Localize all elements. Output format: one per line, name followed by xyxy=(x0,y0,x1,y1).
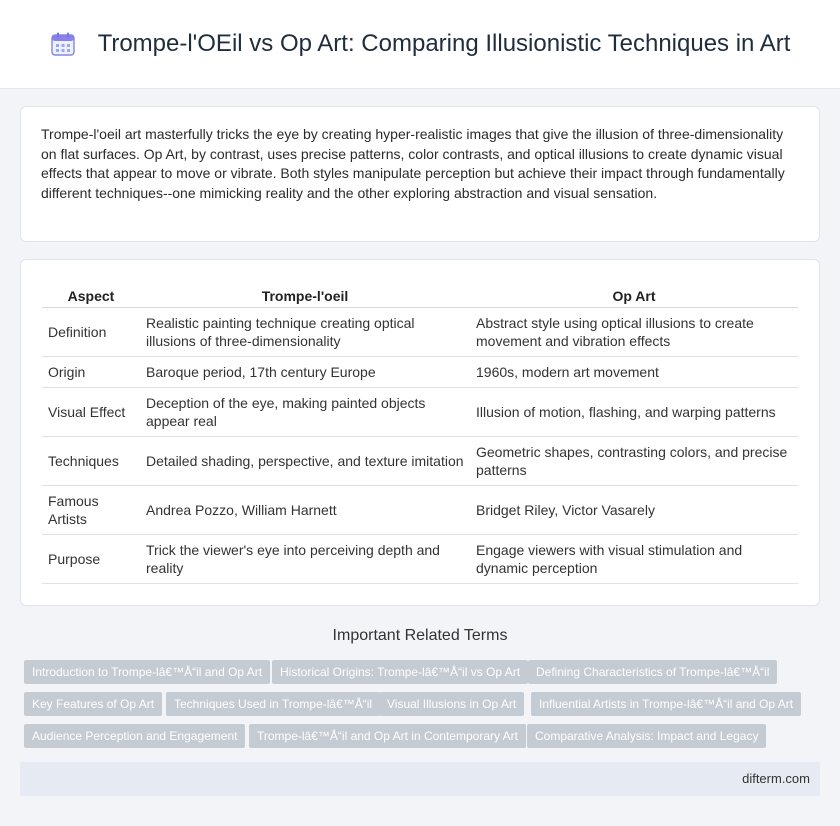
related-terms-title: Important Related Terms xyxy=(332,627,508,644)
cell-trompe-loeil: Trick the viewer's eye into perceiving depth and reality xyxy=(140,535,470,584)
header-aspect: Aspect xyxy=(42,285,140,308)
related-term-tag[interactable]: Audience Perception and Engagement xyxy=(24,724,245,748)
table-row xyxy=(42,535,798,584)
related-term-tag[interactable]: Influential Artists in Trompe-lâ€™Å“il and Op Art xyxy=(531,692,801,716)
related-term-tag[interactable]: Techniques Used in Trompe-lâ€™Å“il xyxy=(166,692,380,716)
page-header xyxy=(0,0,840,89)
table-row xyxy=(42,437,798,486)
related-term-tag[interactable]: Introduction to Trompe-lâ€™Å“il and Op Art xyxy=(24,660,270,684)
cell-aspect: Techniques xyxy=(42,437,140,486)
cell-op-art: Bridget Riley, Victor Vasarely xyxy=(470,486,798,535)
cell-aspect: Definition xyxy=(42,308,140,357)
comparison-table xyxy=(42,285,798,584)
page-footer xyxy=(20,762,820,796)
footer-site-link[interactable]: difterm.com xyxy=(742,771,810,786)
cell-trompe-loeil: Detailed shading, perspective, and texture imitation xyxy=(140,437,470,486)
cell-aspect: Origin xyxy=(42,357,140,388)
cell-trompe-loeil: Realistic painting technique creating optical illusions of three-dimensionality xyxy=(140,308,470,357)
cell-op-art: 1960s, modern art movement xyxy=(470,357,798,388)
table-row xyxy=(42,308,798,357)
cell-aspect: Purpose xyxy=(42,535,140,584)
cell-trompe-loeil: Deception of the eye, making painted objects appear real xyxy=(140,388,470,437)
intro-card xyxy=(20,106,820,242)
related-term-tag[interactable]: Comparative Analysis: Impact and Legacy xyxy=(527,724,766,748)
header-op-art: Op Art xyxy=(470,285,798,308)
cell-op-art: Illusion of motion, flashing, and warping patterns xyxy=(470,388,798,437)
related-term-tag[interactable]: Key Features of Op Art xyxy=(24,692,162,716)
header-trompe-loeil: Trompe-l'oeil xyxy=(140,285,470,308)
related-term-tag[interactable]: Trompe-lâ€™Å“il and Op Art in Contemporary Art xyxy=(249,724,526,748)
table-row xyxy=(42,357,798,388)
intro-paragraph: Trompe-l'oeil art masterfully tricks the eye by creating hyper-realistic images that give the illusion of three-dimensionality on flat surfaces. Op Art, by contrast, uses precise patterns, color contrasts, and optical illusions to create dynamic visual effects that appear to move or vibrate. Both styles manipulate perception but achieve their impact through fundamentally different techniques--one mimicking reality and the other exploring abstraction and visual sensation. xyxy=(41,126,785,201)
cell-op-art: Abstract style using optical illusions to create movement and vibration effects xyxy=(470,308,798,357)
table-row xyxy=(42,486,798,535)
related-term-tag[interactable]: Visual Illusions in Op Art xyxy=(379,692,524,716)
cell-aspect: Visual Effect xyxy=(42,388,140,437)
cell-trompe-loeil: Baroque period, 17th century Europe xyxy=(140,357,470,388)
table-row xyxy=(42,388,798,437)
comparison-card xyxy=(20,259,820,606)
cell-op-art: Engage viewers with visual stimulation and dynamic perception xyxy=(470,535,798,584)
page-title: Trompe-l'OEil vs Op Art: Comparing Illusionistic Techniques in Art xyxy=(97,30,791,57)
cell-op-art: Geometric shapes, contrasting colors, and precise patterns xyxy=(470,437,798,486)
table-header-row xyxy=(42,285,798,308)
cell-trompe-loeil: Andrea Pozzo, William Harnett xyxy=(140,486,470,535)
related-term-tag[interactable]: Defining Characteristics of Trompe-lâ€™Å“il xyxy=(528,660,777,684)
related-term-tag[interactable]: Historical Origins: Trompe-lâ€™Å“il vs Op Art xyxy=(272,660,528,684)
cell-aspect: Famous Artists xyxy=(42,486,140,535)
calendar-icon xyxy=(50,31,76,57)
